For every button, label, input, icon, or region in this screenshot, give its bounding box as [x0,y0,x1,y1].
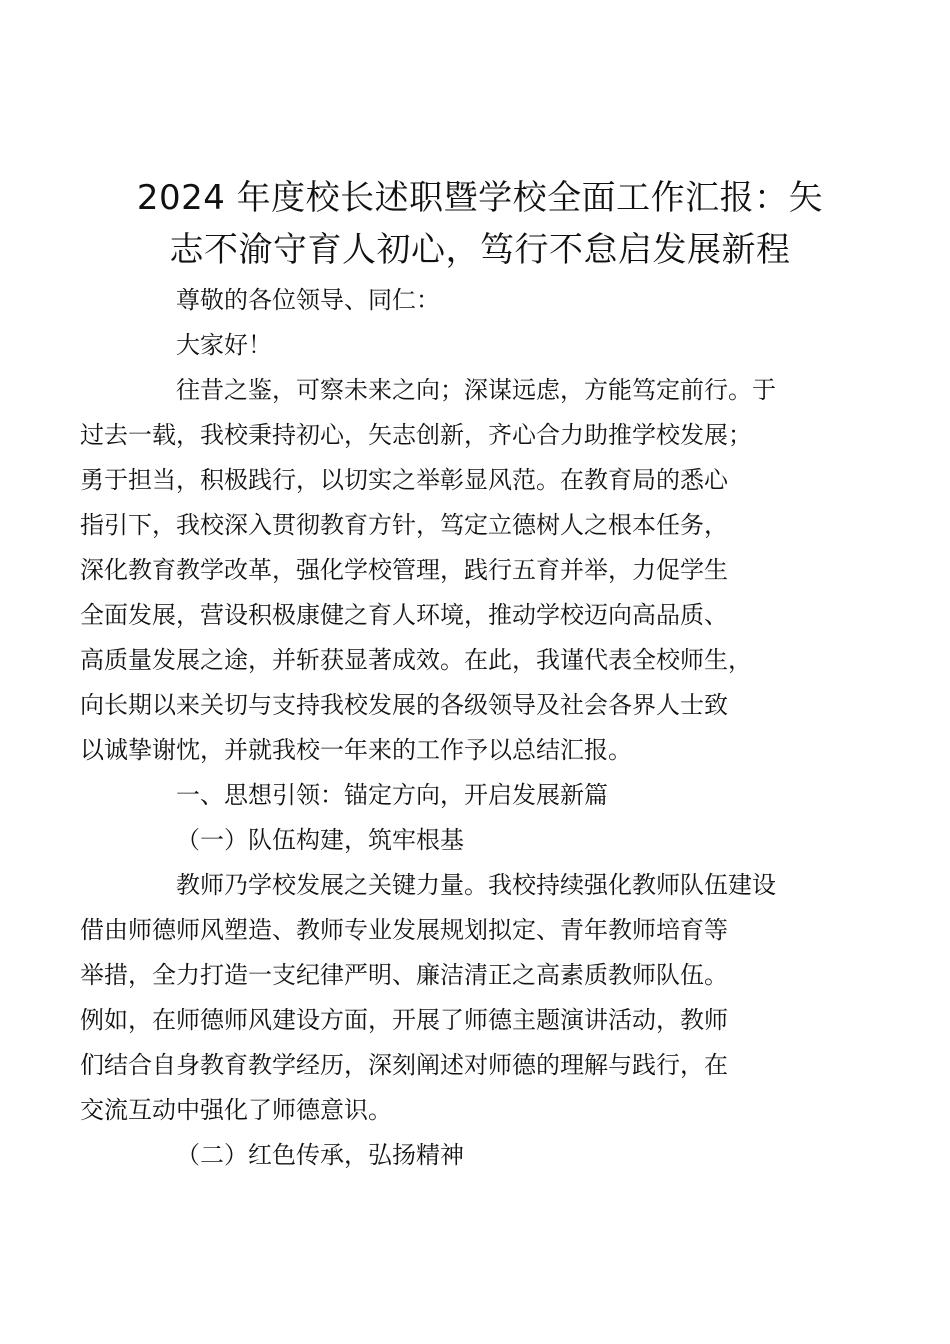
subsection-paragraph [80,863,848,1133]
paragraph-line: 交流互动中强化了师德意识。 [80,1096,392,1124]
intro-paragraph [80,368,848,773]
title-line: 志不渝守育人初心，笃行不怠启发展新程 [169,230,791,270]
paragraph-line: 们结合自身教育教学经历，深刻阐述对师德的理解与践行，在 [80,1051,728,1079]
section-heading: 一、思想引领：锚定方向，开启发展新篇 [176,781,608,809]
document-title [120,172,840,276]
subsection-heading: （二）红色传承，弘扬精神 [176,1141,464,1169]
paragraph-line: 过去一载，我校秉持初心，矢志创新，齐心合力助推学校发展； [80,421,752,449]
paragraph-line: 向长期以来关切与支持我校发展的各级领导及社会各界人士致 [80,691,728,719]
paragraph-line: 例如，在师德师风建设方面，开展了师德主题演讲活动，教师 [80,1006,728,1034]
document-body [80,278,848,1178]
subsection-heading: （一）队伍构建，筑牢根基 [176,826,464,854]
paragraph-line: 勇于担当，积极践行，以切实之举彰显风范。在教育局的悉心 [80,466,728,494]
greeting: 大家好！ [176,331,272,359]
paragraph-line: 借由师德师风塑造、教师专业发展规划拟定、青年教师培育等 [80,916,728,944]
title-line: 2024 年度校长述职暨学校全面工作汇报：矢 [136,178,824,218]
paragraph-line: 教师乃学校发展之关键力量。我校持续强化教师队伍建设 [176,871,776,899]
paragraph-line: 往昔之鉴，可察未来之向；深谋远虑，方能笃定前行。于 [176,376,776,404]
salutation: 尊敬的各位领导、同仁： [176,286,440,314]
paragraph-line: 以诚挚谢忱，并就我校一年来的工作予以总结汇报。 [80,736,632,764]
paragraph-line: 指引下，我校深入贯彻教育方针，笃定立德树人之根本任务， [80,511,728,539]
paragraph-line: 全面发展，营设积极康健之育人环境，推动学校迈向高品质、 [80,601,728,629]
paragraph-line: 举措，全力打造一支纪律严明、廉洁清正之高素质教师队伍。 [80,961,728,989]
paragraph-line: 高质量发展之途，并斩获显著成效。在此，我谨代表全校师生， [80,646,752,674]
paragraph-line: 深化教育教学改革，强化学校管理，践行五育并举，力促学生 [80,556,728,584]
